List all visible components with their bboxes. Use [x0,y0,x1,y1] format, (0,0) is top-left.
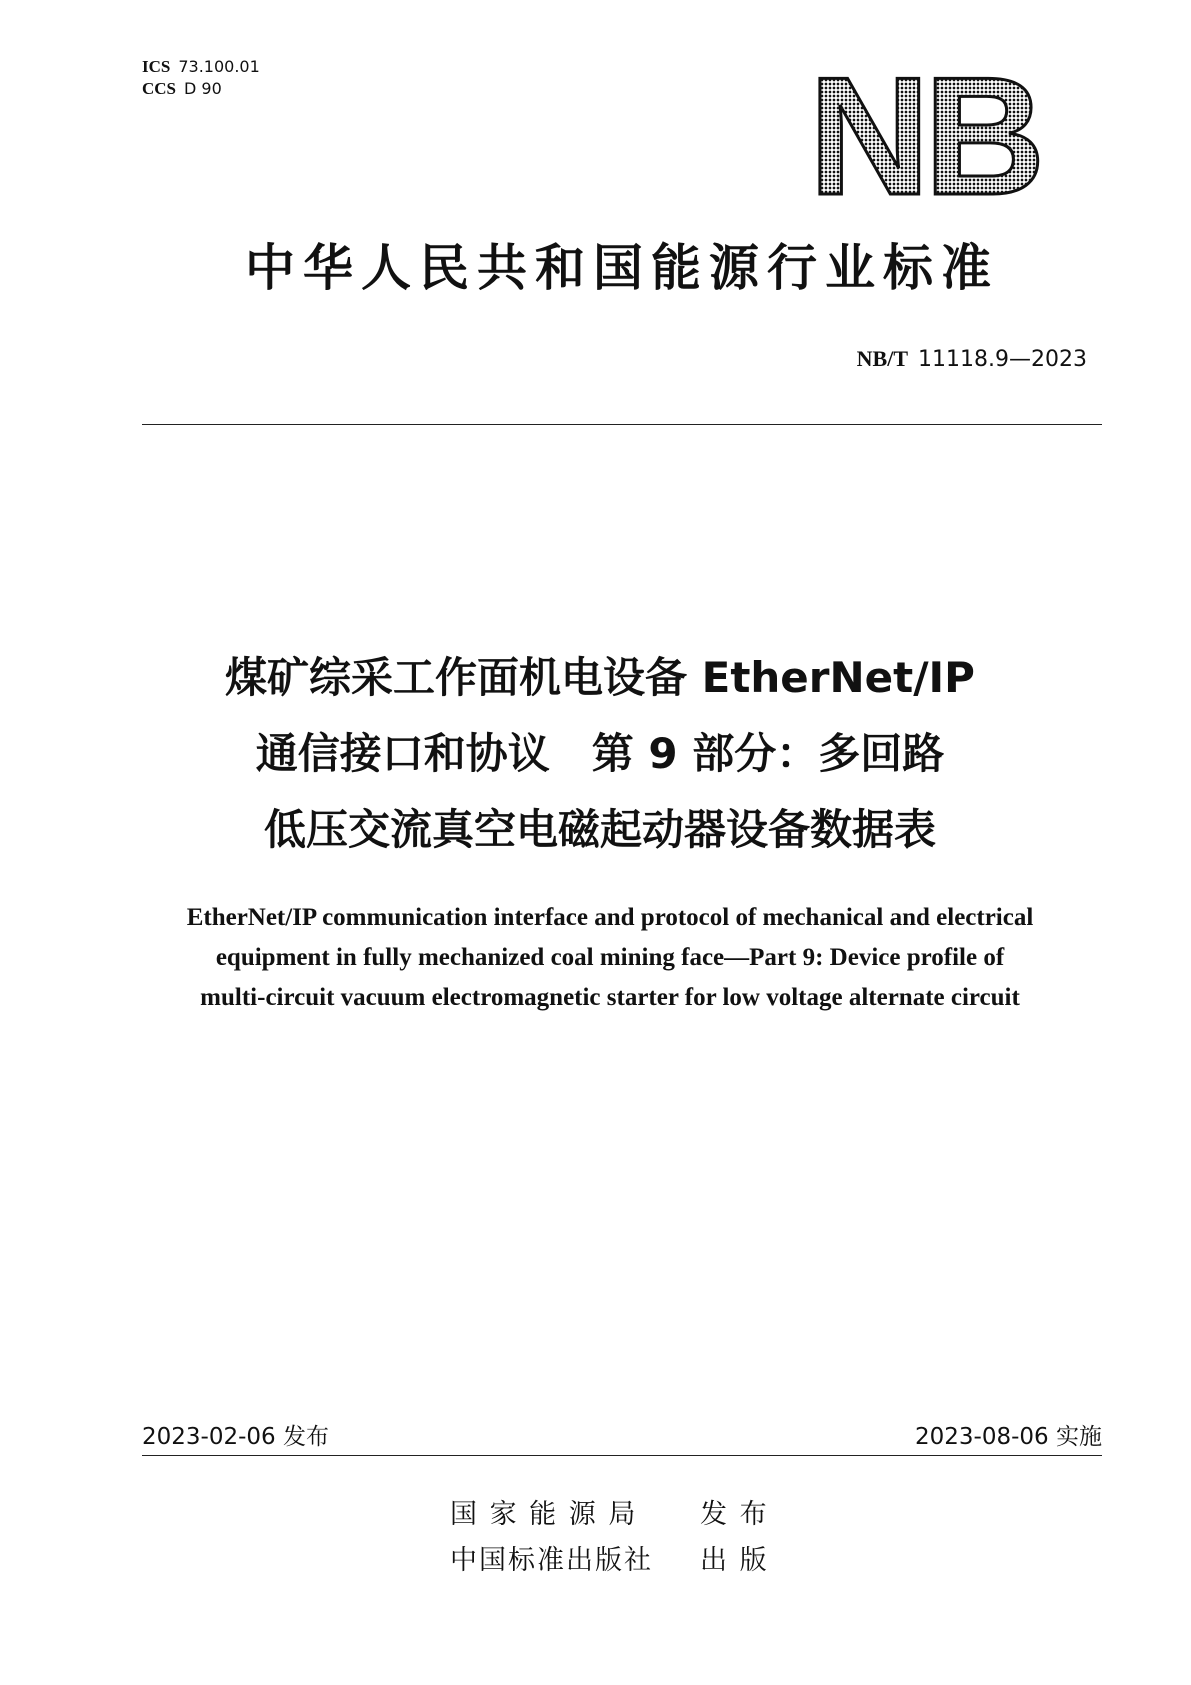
agency-title: 中华人民共和国能源行业标准 [245,239,999,297]
title-zh-line-3: 低压交流真空电磁起动器设备数据表 [263,805,936,854]
title-zh-line-1: 煤矿综采工作面机电设备 EtherNet/IP [225,653,975,702]
title-en-line-3: multi-circuit vacuum electromagnetic starter for low voltage alternate circuit [200,984,1020,1011]
nb-logo [808,66,1040,200]
publisher-row [450,1492,769,1531]
logo-text: NB [808,66,1040,200]
ccs-code [142,78,260,100]
publisher-row [450,1538,769,1577]
implementation-date: 2023-08-06 实施 [915,1424,1102,1450]
standard-number [857,346,1087,372]
publisher-action: 发 布 [700,1499,769,1530]
issue-date: 2023-02-06 发布 [142,1424,329,1450]
standard-code: 11118.9—2023 [918,347,1087,372]
publisher-name: 中国标准出版社 [450,1545,653,1576]
publisher-name: 国 家 能 源 局 [450,1499,638,1530]
title-en-line-2: equipment in fully mechanized coal mining face—Part 9: Device profile of [215,944,1005,971]
classification-codes [142,56,260,100]
bottom-divider [142,1455,1102,1456]
ics-code [142,56,260,78]
ics-label: ICS [142,57,171,76]
ccs-value: D 90 [184,79,222,98]
standard-prefix: NB/T [856,346,909,371]
title-en-line-1: EtherNet/IP communication interface and protocol of mechanical and electrical [186,904,1034,931]
title-zh-line-2: 通信接口和协议 第 9 部分：多回路 [255,729,945,778]
top-divider [142,424,1102,425]
ccs-label: CCS [142,79,177,98]
publisher-action: 出 版 [700,1545,769,1576]
ics-value: 73.100.01 [178,57,260,76]
